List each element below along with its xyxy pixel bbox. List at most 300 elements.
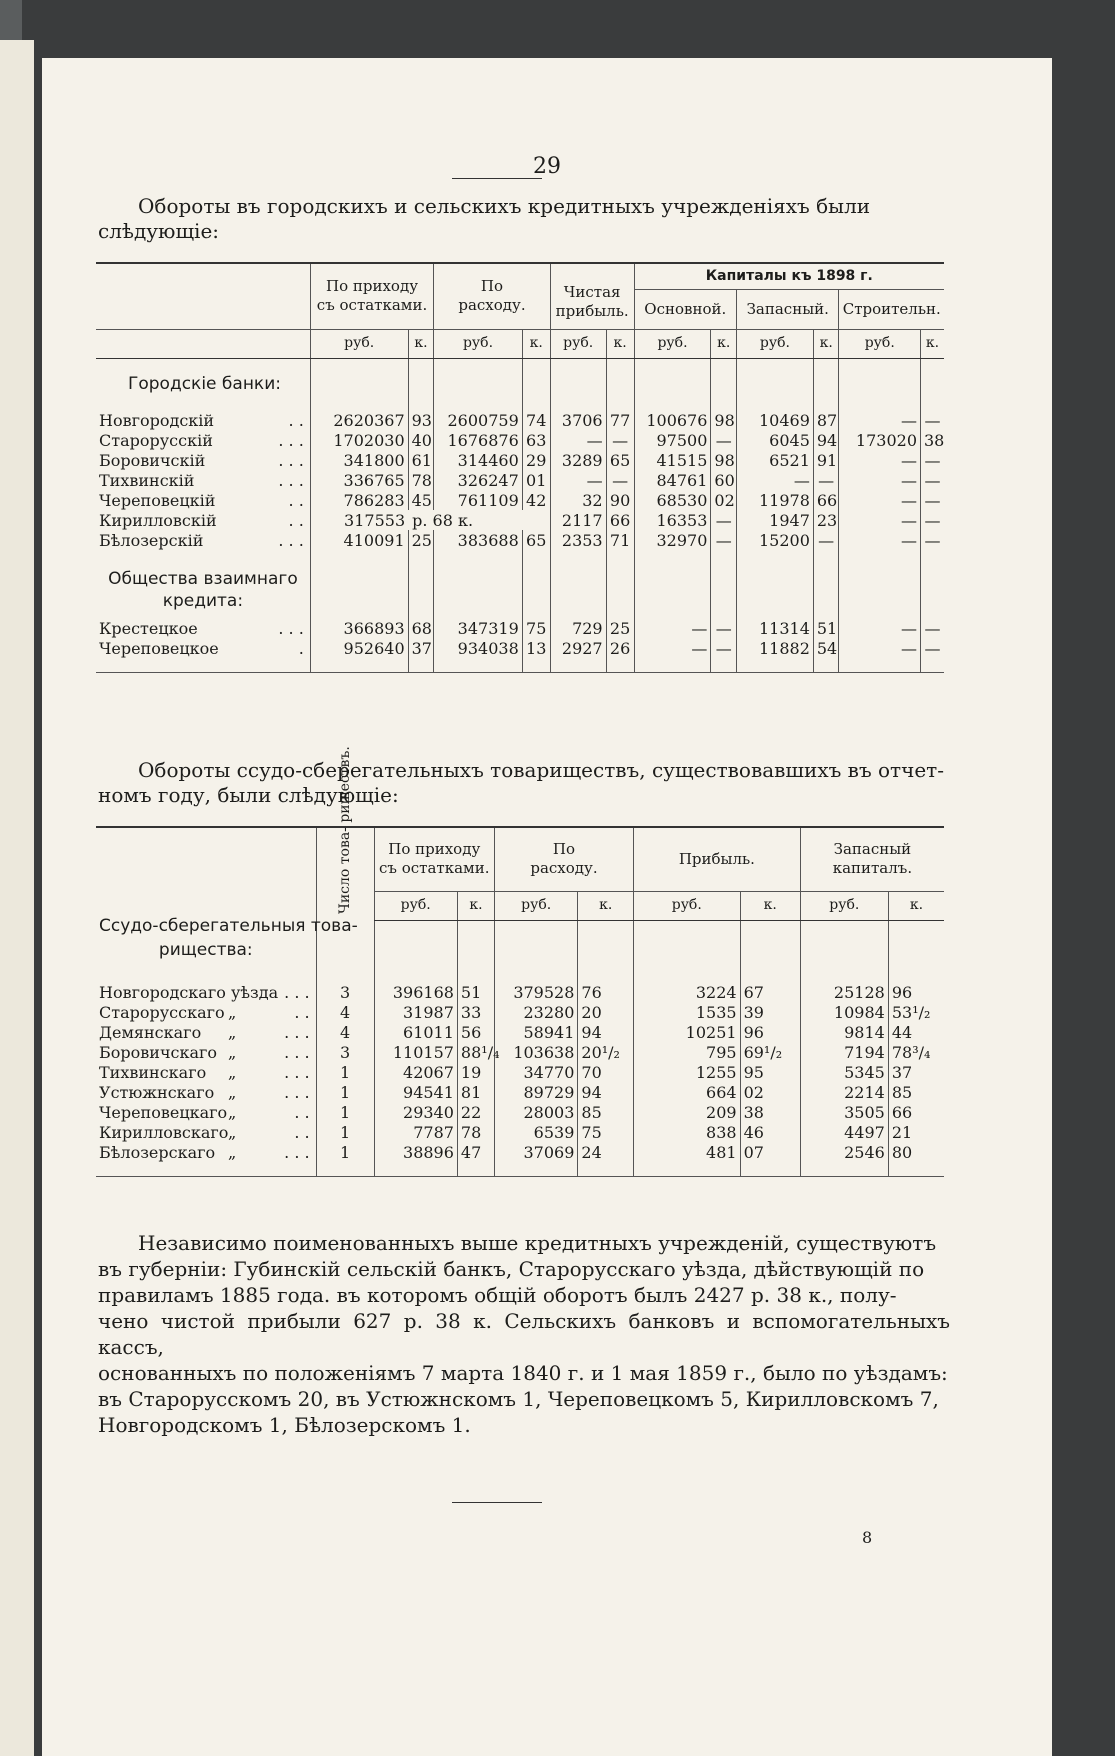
kop-value: 51 — [813, 618, 839, 638]
kop-value: 94 — [813, 430, 839, 450]
kop-value: — — [711, 530, 737, 550]
rub-value: 68530 — [634, 490, 711, 510]
page-number-rule — [452, 178, 542, 179]
table-row — [96, 1062, 944, 1082]
kop-value: 42 — [522, 490, 550, 510]
rub-value: 366893 — [310, 618, 408, 638]
table-row — [96, 1022, 944, 1042]
row-label — [96, 1022, 316, 1042]
unit-rub: руб. — [434, 329, 523, 358]
row-label — [96, 982, 316, 1002]
row-label — [96, 1042, 316, 1062]
row-name: Новгородскаго уѣзда — [99, 982, 279, 1002]
row-label — [96, 490, 310, 510]
kop-value: 81 — [457, 1082, 494, 1102]
section-mutual-credit-line: кредита: — [162, 591, 244, 611]
kop-value: 67 — [740, 982, 800, 1002]
row-label — [96, 1062, 316, 1082]
rub-value: 786283 — [310, 490, 408, 510]
rub-value: 9814 — [800, 1022, 888, 1042]
unit-kop: к. — [740, 891, 800, 920]
kop-value: 65 — [522, 530, 550, 550]
row-label — [96, 430, 310, 450]
row-name: Новгородскій — [99, 410, 215, 430]
rub-value: — — [634, 638, 711, 658]
outro-line: въ губерніи: Губинскій сельскій банкъ, Старорусскаго уѣзда, дѣйствующій по — [98, 1257, 925, 1281]
count-header-text: Число това- риществъ. — [337, 746, 354, 914]
leader-dots: . . . — [284, 1022, 310, 1042]
ditto-mark: „ — [228, 1042, 237, 1062]
table-row — [96, 638, 944, 658]
table-row — [96, 1082, 944, 1102]
table-row — [96, 430, 944, 450]
row-name: Череповецкаго — [99, 1102, 228, 1122]
kop-value: — — [921, 638, 945, 658]
rub-value: 934038 — [434, 638, 523, 658]
rub-value: — — [737, 470, 814, 490]
count-header — [316, 746, 374, 920]
kop-value: 77 — [606, 410, 634, 430]
reserve-capital-header: Запасный. — [737, 289, 839, 329]
expense-header-line: По — [480, 277, 504, 296]
profit-header-line: Чистая — [563, 283, 621, 302]
rub-value: 481 — [634, 1142, 741, 1162]
kop-value: 98 — [711, 410, 737, 430]
row-label — [96, 618, 310, 638]
unit-rub: руб. — [374, 891, 457, 920]
ditto-mark: „ — [228, 1022, 237, 1042]
rub-value: 396168 — [374, 982, 457, 1002]
rub-value: 5345 — [800, 1062, 888, 1082]
rub-value: 347319 — [434, 618, 523, 638]
row-label — [96, 410, 310, 430]
rub-value: 38896 — [374, 1142, 457, 1162]
kop-value: 20 — [578, 1002, 634, 1022]
rub-value: 10984 — [800, 1002, 888, 1022]
rub-value: 1535 — [634, 1002, 741, 1022]
unit-rub: руб. — [550, 329, 606, 358]
t2-expense-line: расходу. — [530, 859, 598, 878]
section-mutual-credit-line: Общества взаимнаго — [108, 569, 298, 589]
rub-value: 25128 — [800, 982, 888, 1002]
rub-value: 28003 — [494, 1102, 577, 1122]
count-value: 3 — [316, 1042, 374, 1062]
row-label — [96, 638, 310, 658]
kop-value: 53¹/₂ — [888, 1002, 944, 1022]
kop-value: — — [921, 618, 945, 638]
row-label — [96, 1102, 316, 1122]
row-name: Бѣлозерскаго — [99, 1142, 216, 1162]
kop-value: 02 — [740, 1082, 800, 1102]
rub-value: 6539 — [494, 1122, 577, 1142]
kop-value: 61 — [408, 450, 434, 470]
ditto-mark: „ — [228, 1142, 237, 1162]
kop-value: 45 — [408, 490, 434, 510]
rub-value: 1255 — [634, 1062, 741, 1082]
rub-value: 23280 — [494, 1002, 577, 1022]
rub-value: 3224 — [634, 982, 741, 1002]
kop-value: 74 — [522, 410, 550, 430]
rub-value: 314460 — [434, 450, 523, 470]
row-name: Старорусскій — [99, 430, 213, 450]
outro-paragraph — [98, 1230, 950, 1438]
unit-rub: руб. — [634, 329, 711, 358]
kop-value: 26 — [606, 638, 634, 658]
rub-value: 838 — [634, 1122, 741, 1142]
rub-value: — — [839, 410, 921, 430]
ditto-mark: „ — [228, 1122, 237, 1142]
partnerships-label-line: Ссудо-сберегательныя това- — [99, 916, 358, 936]
leader-dots: . . — [288, 490, 304, 510]
table-row — [96, 618, 944, 638]
row-name: Кирилловскій — [99, 510, 217, 530]
unit-kop: к. — [813, 329, 839, 358]
kop-value: 37 — [888, 1062, 944, 1082]
leader-dots: . . . — [278, 450, 304, 470]
row-name: Крестецкое — [99, 618, 198, 638]
kop-value: 95 — [740, 1062, 800, 1082]
leader-dots: . . . — [284, 982, 310, 1002]
unit-rub: руб. — [800, 891, 888, 920]
kop-value: — — [813, 530, 839, 550]
partnerships-label-line: рищества: — [158, 940, 253, 960]
table-row — [96, 1002, 944, 1022]
rub-value: 103638 — [494, 1042, 577, 1062]
t2-profit-header: Прибыль. — [634, 827, 801, 891]
leader-dots: . . — [288, 510, 304, 530]
kop-value: — — [606, 430, 634, 450]
t2-income-line: съ остатками. — [379, 859, 490, 878]
label-header-cell — [96, 263, 310, 329]
profit-header-line: прибыль. — [555, 302, 629, 321]
count-value: 4 — [316, 1002, 374, 1022]
rub-value: 3505 — [800, 1102, 888, 1122]
kop-value: 02 — [711, 490, 737, 510]
kop-value: 33 — [457, 1002, 494, 1022]
expense-header — [434, 263, 550, 329]
kop-value: 98 — [711, 450, 737, 470]
document-page — [42, 58, 1052, 1756]
kop-value: 44 — [888, 1022, 944, 1042]
rub-value: — — [839, 490, 921, 510]
rub-value: 29340 — [374, 1102, 457, 1122]
rub-value: 410091 — [310, 530, 408, 550]
ditto-mark: „ — [228, 1002, 237, 1022]
row-label — [96, 470, 310, 490]
kop-value: 46 — [740, 1122, 800, 1142]
row-label — [96, 1082, 316, 1102]
row-name: Тихвинскаго — [99, 1062, 207, 1082]
units-row — [96, 329, 944, 358]
kop-value: 54 — [813, 638, 839, 658]
rub-value: 110157 — [374, 1042, 457, 1062]
t2-expense-header — [494, 827, 633, 891]
t2-reserve-line: Запасный — [833, 840, 912, 859]
rub-value: 16353 — [634, 510, 711, 530]
rub-value: 7787 — [374, 1122, 457, 1142]
unit-kop: к. — [888, 891, 944, 920]
kop-value: 66 — [606, 510, 634, 530]
ditto-mark: „ — [228, 1062, 237, 1082]
kop-value: 47 — [457, 1142, 494, 1162]
leader-dots: . . . — [278, 470, 304, 490]
rub-value: 3289 — [550, 450, 606, 470]
rub-value: 2600759 — [434, 410, 523, 430]
kop-value: 13 — [522, 638, 550, 658]
kop-value: 94 — [578, 1082, 634, 1102]
kop-value: 20¹/₂ — [578, 1042, 634, 1062]
leader-dots: . . — [288, 410, 304, 430]
kop-value: 70 — [578, 1062, 634, 1082]
rub-value: 11314 — [737, 618, 814, 638]
rub-value: 2546 — [800, 1142, 888, 1162]
rub-value: 2117 — [550, 510, 606, 530]
unit-kop: к. — [408, 329, 434, 358]
rub-value: 89729 — [494, 1082, 577, 1102]
rub-value: 326247 — [434, 470, 523, 490]
rub-value: 383688 — [434, 530, 523, 550]
ditto-mark: „ — [228, 1082, 237, 1102]
rub-value: 341800 — [310, 450, 408, 470]
rub-value: 952640 — [310, 638, 408, 658]
kop-value: 24 — [578, 1142, 634, 1162]
kop-value: 66 — [813, 490, 839, 510]
leader-dots: . . — [294, 1122, 310, 1142]
ditto-mark: „ — [228, 1102, 237, 1122]
row-label — [96, 450, 310, 470]
kop-value: 23 — [813, 510, 839, 530]
page-number: 29 — [533, 154, 561, 179]
kop-value: 07 — [740, 1142, 800, 1162]
intro-paragraph-2 — [98, 758, 950, 808]
count-value: 4 — [316, 1022, 374, 1042]
table-row — [96, 1102, 944, 1122]
kop-value: 25 — [606, 618, 634, 638]
count-value: 3 — [316, 982, 374, 1002]
outro-line: Новгородскомъ 1, Бѣлозерскомъ 1. — [98, 1413, 471, 1437]
row-name: Бѣлозерскій — [99, 530, 204, 550]
row-name: Череповецкое — [99, 638, 219, 658]
outro-line: въ Старорусскомъ 20, въ Устюжнскомъ 1, Череповецкомъ 5, Кирилловскомъ 7, — [98, 1387, 939, 1411]
intro1-line: Обороты въ городскихъ и сельскихъ кредитныхъ учрежденіяхъ были — [138, 194, 871, 218]
rub-value: 41515 — [634, 450, 711, 470]
rub-value: — — [634, 618, 711, 638]
kop-value: 96 — [740, 1022, 800, 1042]
unit-rub: руб. — [737, 329, 814, 358]
unit-rub: руб. — [839, 329, 921, 358]
kop-value: — — [921, 450, 945, 470]
intro2-line: номъ году, были слѣдующіе: — [98, 783, 399, 807]
credit-institutions-table — [96, 262, 944, 673]
kop-value: 56 — [457, 1022, 494, 1042]
kop-value: 96 — [888, 982, 944, 1002]
rub-value: 97500 — [634, 430, 711, 450]
kop-value: 69¹/₂ — [740, 1042, 800, 1062]
row-name: Боровичскій — [99, 450, 206, 470]
kop-value: — — [921, 530, 945, 550]
rub-value: 6045 — [737, 430, 814, 450]
table-row — [96, 1042, 944, 1062]
unit-kop: к. — [606, 329, 634, 358]
table-row — [96, 530, 944, 550]
table-row — [96, 1122, 944, 1142]
leader-dots: . . . — [284, 1062, 310, 1082]
rub-value: — — [839, 510, 921, 530]
kop-value: — — [711, 510, 737, 530]
kop-value: 68 — [408, 618, 434, 638]
kop-value: 25 — [408, 530, 434, 550]
leader-dots: . . . — [284, 1142, 310, 1162]
kop-value: 60 — [711, 470, 737, 490]
table-row — [96, 450, 944, 470]
kop-value: — — [921, 410, 945, 430]
income-header — [310, 263, 433, 329]
row-name: Кирилловскаго — [99, 1122, 229, 1142]
intro2-line: Обороты ссудо-сберегательныхъ товариществъ, существовавшихъ въ отчет- — [138, 758, 945, 782]
kop-value: 78³/₄ — [888, 1042, 944, 1062]
main-capital-header: Основной. — [634, 289, 736, 329]
rub-value: 61011 — [374, 1022, 457, 1042]
kop-value: 38 — [740, 1102, 800, 1122]
kop-value: 40 — [408, 430, 434, 450]
outro-line: основанныхъ по положеніямъ 7 марта 1840 г. и 1 мая 1859 г., было по уѣздамъ: — [98, 1361, 948, 1385]
table-row — [96, 490, 944, 510]
row-name: Боровичскаго — [99, 1042, 218, 1062]
rub-value: 729 — [550, 618, 606, 638]
rub-value: 4497 — [800, 1122, 888, 1142]
income-header-line: По приходу — [326, 277, 419, 296]
leader-dots: . . . — [284, 1082, 310, 1102]
expense-header-line: расходу. — [458, 296, 526, 315]
unit-kop: к. — [578, 891, 634, 920]
rub-value: 7194 — [800, 1042, 888, 1062]
unit-kop: к. — [522, 329, 550, 358]
rub-value: 84761 — [634, 470, 711, 490]
row-name: Устюжнскаго — [99, 1082, 215, 1102]
unit-rub: руб. — [310, 329, 408, 358]
rub-value: 2927 — [550, 638, 606, 658]
profit-header — [550, 263, 634, 329]
kop-value: 63 — [522, 430, 550, 450]
rub-value: 1947 — [737, 510, 814, 530]
rub-value: 173020 — [839, 430, 921, 450]
kop-value: — — [711, 430, 737, 450]
rub-value: 317553 — [310, 510, 408, 530]
rub-value: 2620367 — [310, 410, 408, 430]
t2-income-line: По приходу — [388, 840, 481, 859]
rub-value: 664 — [634, 1082, 741, 1102]
kop-value: 91 — [813, 450, 839, 470]
leader-dots: . . — [294, 1002, 310, 1022]
kop-value: 93 — [408, 410, 434, 430]
building-capital-header: Строительн. — [839, 289, 944, 329]
kop-value: 71 — [606, 530, 634, 550]
kop-value: 88¹/₄ — [457, 1042, 494, 1062]
row-label — [96, 510, 310, 530]
section-city-banks: Городскіе банки: — [128, 374, 281, 395]
kop-value: 37 — [408, 638, 434, 658]
count-value: 1 — [316, 1122, 374, 1142]
rub-value: 37069 — [494, 1142, 577, 1162]
t2-reserve-header — [800, 827, 944, 891]
table-row — [96, 510, 944, 530]
row-name: Демянскаго — [99, 1022, 202, 1042]
kop-value: — — [711, 618, 737, 638]
kop-value: 65 — [606, 450, 634, 470]
kop-value: — — [711, 638, 737, 658]
unit-rub: руб. — [494, 891, 577, 920]
rub-value: 10469 — [737, 410, 814, 430]
rub-value: — — [550, 430, 606, 450]
rub-value: — — [839, 530, 921, 550]
rub-value: 32970 — [634, 530, 711, 550]
unit-kop: к. — [921, 329, 945, 358]
unit-rub: руб. — [634, 891, 741, 920]
outro-line: Независимо поименованныхъ выше кредитныхъ учрежденій, существуютъ — [138, 1231, 937, 1255]
table-row — [96, 410, 944, 430]
rub-value: 15200 — [737, 530, 814, 550]
rub-value: 34770 — [494, 1062, 577, 1082]
section-mutual-credit — [96, 550, 310, 618]
rub-value: 336765 — [310, 470, 408, 490]
rub-value: — — [839, 618, 921, 638]
rub-value: — — [839, 638, 921, 658]
rub-value: 94541 — [374, 1082, 457, 1102]
rub-value: 379528 — [494, 982, 577, 1002]
rub-value: 32 — [550, 490, 606, 510]
kop-value: р. 68 к. — [412, 510, 474, 530]
rub-value: 1676876 — [434, 430, 523, 450]
row-label — [96, 530, 310, 550]
row-label — [96, 1002, 316, 1022]
leader-dots: . . . — [278, 430, 304, 450]
kop-value: 87 — [813, 410, 839, 430]
signature-number: 8 — [862, 1528, 873, 1547]
kop-value: — — [813, 470, 839, 490]
rub-value: 6521 — [737, 450, 814, 470]
rub-value: 58941 — [494, 1022, 577, 1042]
rub-value: 2214 — [800, 1082, 888, 1102]
unit-kop: к. — [457, 891, 494, 920]
t2-expense-line: По — [552, 840, 576, 859]
rub-value: 1702030 — [310, 430, 408, 450]
count-value: 1 — [316, 1082, 374, 1102]
kop-value: — — [921, 510, 945, 530]
leader-dots: . . . — [278, 618, 304, 638]
leader-dots: . . — [294, 1102, 310, 1122]
kop-value: 78 — [457, 1122, 494, 1142]
left-page-edge — [0, 40, 34, 1756]
table-row — [96, 982, 944, 1002]
kop-value: 39 — [740, 1002, 800, 1022]
rub-value: — — [839, 450, 921, 470]
kop-value: 85 — [578, 1102, 634, 1122]
kop-value: — — [921, 490, 945, 510]
count-value: 1 — [316, 1062, 374, 1082]
rub-value: 795 — [634, 1042, 741, 1062]
kop-value: 22 — [457, 1102, 494, 1122]
table-row — [96, 470, 944, 490]
row-name: Тихвинскій — [99, 470, 195, 490]
rub-value: 209 — [634, 1102, 741, 1122]
rub-value: 42067 — [374, 1062, 457, 1082]
row-name: Череповецкій — [99, 490, 216, 510]
kop-value: 38 — [921, 430, 945, 450]
intro1-line: слѣдующіе: — [98, 219, 220, 243]
rub-value: 100676 — [634, 410, 711, 430]
rub-value: 10251 — [634, 1022, 741, 1042]
kop-value: 90 — [606, 490, 634, 510]
